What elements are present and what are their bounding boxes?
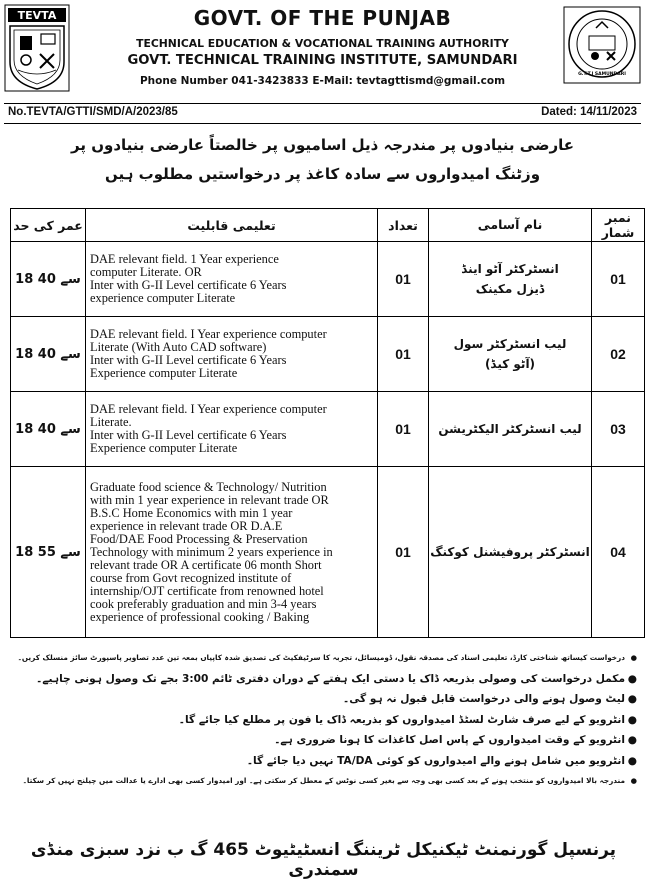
qualification-line: Literate. bbox=[90, 415, 132, 429]
post-quantity: 01 bbox=[378, 242, 429, 317]
condition-text: لیٹ وصول ہونے والی درخواست قابل قبول نہ ہو گی۔ bbox=[343, 693, 625, 705]
footer-address: پرنسپل گورنمنٹ ٹیکنیکل ٹریننگ انسٹیٹیوٹ 465 گ ب نزد سبزی منڈی سمندری bbox=[30, 840, 617, 880]
header-qualification: تعلیمی قابلیت bbox=[86, 209, 378, 242]
age-limit: 18 سے 55 bbox=[11, 467, 86, 638]
reference-number: No.TEVTA/GTTI/SMD/A/2023/85 bbox=[8, 106, 178, 118]
qualification-line: experience computer Literate bbox=[90, 291, 236, 305]
post-name: لیب انسٹرکٹر سول bbox=[453, 337, 567, 351]
header-sr: نمبر شمار bbox=[592, 209, 645, 242]
issue-date: Dated: 14/11/2023 bbox=[541, 106, 637, 118]
age-limit: 18 سے 40 bbox=[11, 317, 86, 392]
bullet-icon: ● bbox=[627, 713, 637, 726]
post-name-sub: (آٹو کیڈ) bbox=[484, 357, 536, 371]
reference-row bbox=[8, 106, 637, 120]
bullet-icon: ● bbox=[627, 754, 637, 767]
condition-item bbox=[10, 771, 637, 792]
bullet-icon: ● bbox=[630, 653, 637, 662]
qualification-line: relevant trade OR A certificate 06 month Short bbox=[90, 557, 322, 572]
serial-number: 02 bbox=[592, 317, 645, 392]
qualification-cell bbox=[86, 392, 378, 467]
qualification-line: Technology with minimum 2 years experience in bbox=[90, 544, 333, 559]
qualification-line: DAE relevant field. 1 Year experience bbox=[90, 252, 279, 266]
qualification-line: experience of professional cooking / Baking bbox=[90, 609, 310, 624]
qualification-line: Experience computer Literate bbox=[90, 366, 238, 380]
qualification-line: Inter with G-II Level certificate 6 Years bbox=[90, 353, 287, 367]
conditions-list bbox=[10, 648, 637, 792]
table-row bbox=[11, 317, 645, 392]
condition-item bbox=[10, 710, 637, 731]
qualification-line: internship/OJT certificate from renowned hotel bbox=[90, 583, 324, 598]
qualification-line: Literate (With Auto CAD software) bbox=[90, 340, 267, 354]
qualification-line: Experience computer Literate bbox=[90, 441, 238, 455]
condition-item bbox=[10, 669, 637, 690]
qualification-line: with min 1 year experience in relevant trade OR bbox=[90, 492, 329, 507]
post-name-cell bbox=[429, 242, 592, 317]
age-limit: 18 سے 40 bbox=[11, 242, 86, 317]
intro-line-1: عارضی بنیادوں پر مندرجہ ذیل اسامیوں پر خالصتاً عارضی بنیادوں پر bbox=[71, 136, 574, 154]
condition-item bbox=[10, 689, 637, 710]
condition-text: انٹرویو کے وقت امیدواروں کے پاس اصل کاغذات کا ہونا ضروری ہے۔ bbox=[274, 734, 625, 746]
qualification-line: Food/DAE Food Processing & Preservation bbox=[90, 531, 308, 546]
qualification-line: B.S.C Home Economics with min 1 year bbox=[90, 505, 293, 520]
qualification-line: computer Literate. OR bbox=[90, 265, 202, 279]
authority-name: TECHNICAL EDUCATION & VOCATIONAL TRAINING AUTHORITY bbox=[136, 37, 509, 50]
bullet-icon: ● bbox=[627, 672, 637, 685]
govt-title: GOVT. OF THE PUNJAB bbox=[193, 6, 452, 30]
post-name-cell bbox=[429, 317, 592, 392]
serial-number: 04 bbox=[592, 467, 645, 638]
qualification-line: experience in relevant trade OR D.A.E bbox=[90, 518, 283, 533]
institute-seal bbox=[563, 6, 641, 84]
serial-number: 01 bbox=[592, 242, 645, 317]
intro-line-2: وزٹنگ امیدواروں سے سادہ کاغذ پر درخواستیں مطلوب ہیں bbox=[104, 165, 541, 183]
post-quantity: 01 bbox=[378, 317, 429, 392]
post-quantity: 01 bbox=[378, 392, 429, 467]
letterhead bbox=[0, 0, 645, 104]
header-age: عمر کی حد bbox=[11, 209, 86, 242]
header-post: نام آسامی bbox=[429, 209, 592, 242]
header-qty: تعداد bbox=[378, 209, 429, 242]
qualification-line: cook preferably graduation and min 3-4 years bbox=[90, 596, 317, 611]
bullet-icon: ● bbox=[627, 693, 637, 705]
contact-info: Phone Number 041-3423833 E-Mail: tevtagttismd@gmail.com bbox=[139, 75, 506, 87]
condition-item bbox=[10, 648, 637, 669]
condition-text: مکمل درخواست کی وصولی بذریعہ ڈاک یا دستی ایک ہفتے کے دوران دفتری ٹائم 3:00 بجے تک وصول ہونی چاہیے۔ bbox=[36, 672, 625, 685]
condition-text: مندرجہ بالا امیدواروں کو منتخب ہونے کے بعد کسی بھی وجہ سے بغیر کسی نوٹس کے معطل کر سکتی ہے۔ اور امیدوار کسی بھی ادارے یا عدالت میں چیلنج نہیں کر سکتا۔ bbox=[22, 776, 625, 785]
post-name-sub: ڈیزل مکینک bbox=[475, 282, 545, 296]
qualification-line: course from Govt recognized institute of bbox=[90, 570, 292, 585]
institute-name: GOVT. TECHNICAL TRAINING INSTITUTE, SAMUNDARI bbox=[127, 53, 518, 68]
post-name: لیب انسٹرکٹر الیکٹریشن bbox=[438, 422, 582, 436]
condition-text: درخواست کیساتھ شناختی کارڈ، تعلیمی اسناد کی مصدقہ نقول، ڈومیسائل، تجربہ کا سرٹیفکیٹ کی تصدیق شدہ کاپیاں بمعہ تین عدد تصاویر پاسپورٹ سائز منسلک کریں۔ bbox=[17, 653, 625, 662]
age-limit: 18 سے 40 bbox=[11, 392, 86, 467]
qualification-line: Graduate food science & Technology/ Nutrition bbox=[90, 479, 327, 494]
qualification-line: DAE relevant field. I Year experience computer bbox=[90, 327, 327, 341]
condition-text: انٹرویو میں شامل ہونے والے امیدواروں کو کوئی TA/DA نہیں دیا جائے گا۔ bbox=[246, 754, 625, 767]
divider-bottom bbox=[4, 123, 641, 124]
condition-text: انٹرویو کے لیے صرف شارٹ لسٹڈ امیدواروں کو بذریعہ ڈاک یا فون پر مطلع کیا جائے گا۔ bbox=[178, 713, 625, 726]
post-name: انسٹرکٹر آٹو اینڈ bbox=[461, 262, 559, 276]
qualification-cell bbox=[86, 467, 378, 638]
bullet-icon: ● bbox=[630, 776, 637, 785]
posts-table bbox=[10, 208, 645, 638]
seal-caption: G.T.T.I SAMUNDARI bbox=[578, 72, 626, 77]
table-row bbox=[11, 242, 645, 317]
qualification-line: Inter with G-II Level certificate 6 Years bbox=[90, 428, 287, 442]
condition-item bbox=[10, 751, 637, 772]
post-name: انسٹرکٹر پروفیشنل کوکنگ bbox=[430, 545, 590, 559]
bullet-icon: ● bbox=[627, 734, 637, 746]
divider-top bbox=[4, 103, 641, 104]
qualification-line: Inter with G-II Level certificate 6 Years bbox=[90, 278, 287, 292]
post-quantity: 01 bbox=[378, 467, 429, 638]
qualification-line: DAE relevant field. I Year experience computer bbox=[90, 402, 327, 416]
tevta-logo bbox=[4, 4, 70, 92]
qualification-cell bbox=[86, 317, 378, 392]
table-row bbox=[11, 467, 645, 638]
post-name-cell bbox=[429, 467, 592, 638]
table-header-row bbox=[11, 209, 645, 242]
table-row bbox=[11, 392, 645, 467]
qualification-cell bbox=[86, 242, 378, 317]
condition-item bbox=[10, 730, 637, 751]
serial-number: 03 bbox=[592, 392, 645, 467]
post-name-cell bbox=[429, 392, 592, 467]
tevta-logo-text: TEVTA bbox=[17, 9, 57, 22]
